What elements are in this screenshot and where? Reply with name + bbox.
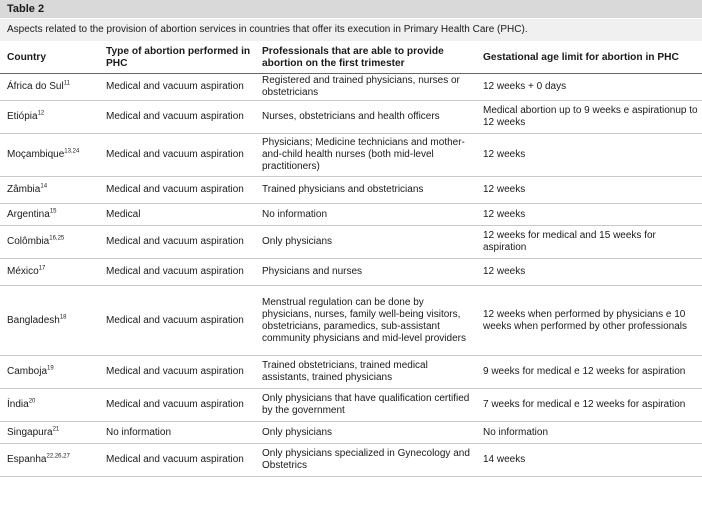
header-limit: Gestational age limit for abortion in PHC: [476, 43, 702, 74]
header-professionals: Professionals that are able to provide abortion on the first trimester: [255, 43, 476, 74]
cell-professionals: Physicians and nurses: [255, 259, 476, 286]
country-name: Argentina: [7, 208, 50, 220]
table-label: Table 2: [0, 0, 702, 18]
table-row: [0, 259, 702, 286]
cell-country: [0, 134, 99, 177]
cell-professionals: Physicians; Medicine technicians and mother-and-child health nurses (both mid-level practitioners): [255, 134, 476, 177]
header-country: Country: [0, 43, 99, 74]
cell-professionals: Nurses, obstetricians and health officers: [255, 101, 476, 134]
cell-country: [0, 422, 99, 444]
country-name: Colômbia: [7, 236, 50, 247]
cell-type: No information: [99, 422, 255, 444]
table-row: [0, 74, 702, 101]
country-name: Zâmbia: [7, 184, 41, 195]
table-row: [0, 226, 702, 259]
header-type: Type of abortion performed in PHC: [99, 43, 255, 74]
cell-type: Medical and vacuum aspiration: [99, 389, 255, 422]
cell-country: [0, 356, 99, 389]
table-row: [0, 444, 702, 477]
cell-type: Medical and vacuum aspiration: [99, 286, 255, 356]
cell-country: [0, 389, 99, 422]
reference-superscript: 16,25: [49, 235, 65, 242]
cell-type: Medical and vacuum aspiration: [99, 101, 255, 134]
country-name: África do Sul: [7, 81, 64, 92]
cell-limit: 12 weeks + 0 days: [476, 74, 702, 101]
cell-limit: 12 weeks: [476, 177, 702, 204]
country-name: Singapura: [7, 426, 53, 438]
cell-type: Medical and vacuum aspiration: [99, 134, 255, 177]
reference-superscript: 22,26,27: [46, 453, 70, 460]
reference-superscript: 12: [37, 110, 45, 117]
cell-limit: 12 weeks: [476, 204, 702, 226]
cell-limit: 12 weeks: [476, 134, 702, 177]
cell-limit: 12 weeks: [476, 259, 702, 286]
cell-limit: 12 weeks when performed by physicians e 10 weeks when performed by other professionals: [476, 286, 702, 356]
reference-superscript: 20: [28, 398, 36, 405]
country-name: Etiópia: [7, 111, 38, 122]
country-name: Camboja: [7, 366, 48, 377]
cell-country: [0, 226, 99, 259]
cell-type: Medical and vacuum aspiration: [99, 444, 255, 477]
reference-superscript: 13,24: [64, 148, 80, 155]
cell-professionals: Trained physicians and obstetricians: [255, 177, 476, 204]
cell-professionals: Only physicians specialized in Gynecology and Obstetrics: [255, 444, 476, 477]
cell-professionals: Only physicians: [255, 226, 476, 259]
cell-country: [0, 286, 99, 356]
reference-superscript: 17: [38, 265, 46, 272]
table-row: [0, 422, 702, 444]
table-row: [0, 177, 702, 204]
cell-country: [0, 444, 99, 477]
table-row: [0, 134, 702, 177]
cell-professionals: Trained obstetricians, trained medical assistants, trained physicians: [255, 356, 476, 389]
table-caption: Aspects related to the provision of abortion services in countries that offer its execution in Primary Health Care (PHC).: [0, 19, 702, 41]
cell-limit: 7 weeks for medical e 12 weeks for aspiration: [476, 389, 702, 422]
cell-limit: Medical abortion up to 9 weeks e aspirationup to 12 weeks: [476, 101, 702, 134]
reference-superscript: 14: [40, 183, 48, 190]
table-row: [0, 286, 702, 356]
cell-professionals: Menstrual regulation can be done by physicians, nurses, family well-being visitors, obstetricians, paramedics, sub-assistant community physicians and mid-level providers: [255, 286, 476, 356]
cell-limit: No information: [476, 422, 702, 444]
reference-superscript: 11: [63, 80, 70, 87]
reference-superscript: 19: [47, 365, 54, 372]
table-row: [0, 101, 702, 134]
cell-limit: 14 weeks: [476, 444, 702, 477]
header-row: [0, 43, 702, 74]
cell-type: Medical and vacuum aspiration: [99, 226, 255, 259]
country-name: Moçambique: [7, 149, 65, 160]
cell-type: Medical and vacuum aspiration: [99, 177, 255, 204]
table-row: [0, 389, 702, 422]
country-name: Bangladesh: [7, 314, 60, 326]
cell-limit: 9 weeks for medical e 12 weeks for aspiration: [476, 356, 702, 389]
cell-country: [0, 74, 99, 101]
cell-country: [0, 177, 99, 204]
cell-type: Medical: [99, 204, 255, 226]
cell-type: Medical and vacuum aspiration: [99, 356, 255, 389]
reference-superscript: 18: [59, 314, 67, 321]
cell-type: Medical and vacuum aspiration: [99, 74, 255, 101]
cell-professionals: Only physicians that have qualification certified by the government: [255, 389, 476, 422]
table-row: [0, 204, 702, 226]
cell-type: Medical and vacuum aspiration: [99, 259, 255, 286]
cell-country: [0, 259, 99, 286]
country-name: México: [7, 266, 39, 277]
data-table: [0, 43, 702, 477]
reference-superscript: 21: [52, 426, 60, 433]
cell-professionals: Only physicians: [255, 422, 476, 444]
cell-professionals: No information: [255, 204, 476, 226]
cell-professionals: Registered and trained physicians, nurses or obstetricians: [255, 74, 476, 101]
cell-country: [0, 204, 99, 226]
reference-superscript: 15: [49, 208, 57, 215]
country-name: Espanha: [7, 454, 47, 465]
cell-limit: 12 weeks for medical and 15 weeks for aspiration: [476, 226, 702, 259]
table-row: [0, 356, 702, 389]
country-name: Índia: [7, 399, 29, 410]
cell-country: [0, 101, 99, 134]
